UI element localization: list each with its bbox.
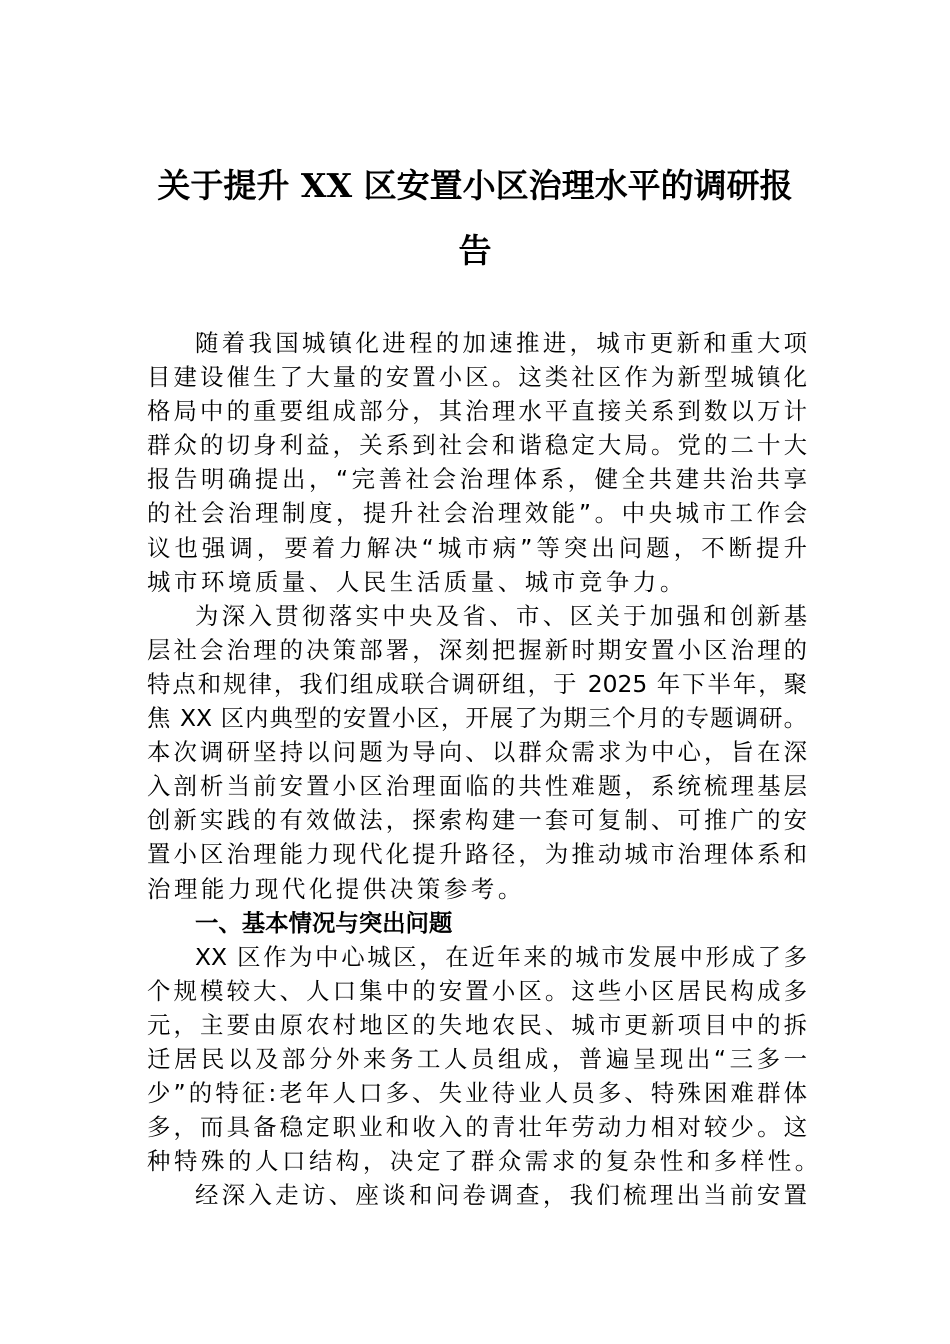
text-line: 层社会治理的决策部署，深刻把握新时期安置小区治理的 — [147, 635, 807, 664]
text-line: 元，主要由原农村地区的失地农民、城市更新项目中的拆 — [147, 1010, 807, 1039]
text-line: 迁居民以及部分外来务工人员组成，普遍呈现出“三多一 — [147, 1044, 807, 1073]
text-line: 创新实践的有效做法，探索构建一套可复制、可推广的安 — [147, 806, 807, 835]
text-line: 个规模较大、人口集中的安置小区。这些小区居民构成多 — [147, 976, 807, 1005]
text-line: 经深入走访、座谈和问卷调查，我们梳理出当前安置 — [195, 1181, 807, 1210]
text-line: 焦 XX 区内典型的安置小区，开展了为期三个月的专题调研。 — [147, 704, 807, 733]
text-line: 少”的特征:老年人口多、失业待业人员多、特殊困难群体 — [147, 1079, 807, 1108]
text-line: 入剖析当前安置小区治理面临的共性难题，系统梳理基层 — [147, 772, 807, 801]
text-line: 议也强调，要着力解决“城市病”等突出问题，不断提升 — [147, 533, 807, 562]
paragraph-survey — [147, 1178, 807, 1212]
text-line: 治理能力现代化提供决策参考。 — [147, 874, 525, 903]
text-line: 格局中的重要组成部分，其治理水平直接关系到数以万计 — [147, 397, 807, 426]
text-line: 特点和规律，我们组成联合调研组，于 2025 年下半年，聚 — [147, 669, 807, 698]
text-line: 目建设催生了大量的安置小区。这类社区作为新型城镇化 — [147, 363, 807, 392]
text-line: 随着我国城镇化进程的加速推进，城市更新和重大项 — [195, 329, 807, 357]
text-line: 群众的切身利益，关系到社会和谐稳定大局。党的二十大 — [147, 431, 807, 460]
paragraph-intro — [147, 326, 807, 599]
document-title-line-1: 关于提升 XX 区安置小区治理水平的调研报 — [157, 166, 793, 205]
text-line: 的社会治理制度，提升社会治理效能”。中央城市工作会 — [147, 499, 807, 528]
text-line: 种特殊的人口结构，决定了群众需求的复杂性和多样性。 — [147, 1147, 822, 1176]
text-line: 置小区治理能力现代化提升路径，为推动城市治理体系和 — [147, 840, 807, 869]
section-heading: 一、基本情况与突出问题 — [195, 908, 453, 937]
paragraph-purpose — [147, 599, 807, 906]
text-line: 多，而具备稳定职业和收入的青壮年劳动力相对较少。这 — [147, 1113, 807, 1142]
text-line: 为深入贯彻落实中央及省、市、区关于加强和创新基 — [195, 601, 807, 630]
text-line: 城市环境质量、人民生活质量、城市竞争力。 — [147, 567, 687, 596]
text-line: 报告明确提出，“完善社会治理体系，健全共建共治共享 — [147, 465, 807, 494]
text-line: 本次调研坚持以问题为导向、以群众需求为中心，旨在深 — [147, 738, 807, 767]
paragraph-basic-situation — [147, 940, 822, 1179]
text-line: XX 区作为中心城区，在近年来的城市发展中形成了多 — [195, 942, 807, 971]
document-title-line-2: 告 — [458, 231, 492, 270]
document-body — [147, 326, 822, 1212]
